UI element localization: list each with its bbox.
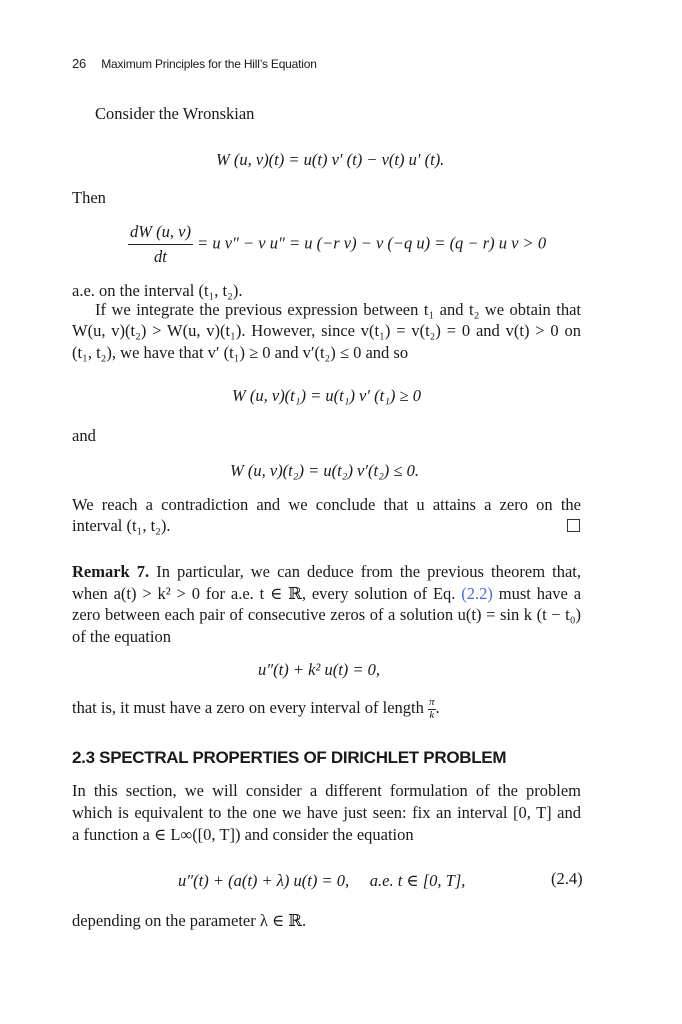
paragraph-depending: depending on the parameter λ ∈ ℝ. (72, 911, 307, 930)
paragraph-contradiction-line-2: interval (t₁, t₂). (72, 516, 171, 535)
remark-line-4: of the equation (72, 627, 171, 646)
paragraph-contradiction-line-1: We reach a contradiction and we conclude that u attains a zero on the (72, 495, 581, 514)
remark-label: Remark 7. (72, 562, 150, 581)
paragraph-integrate-line-3: (t₁, t₂), we have that v′ (t₁) ≥ 0 and v′(t₂) ≤ 0 and so (72, 343, 409, 362)
paragraph-consider: Consider the Wronskian (95, 104, 255, 123)
section-paragraph-line-1: In this section, we will consider a different formulation of the problem (72, 781, 581, 800)
word-and: and (72, 426, 96, 445)
paragraph-integrate-line-2: W(u, v)(t₂) > W(u, v)(t₁). However, since v(t₁) = v(t₂) = 0 and v(t) > 0 on (72, 321, 581, 340)
section-paragraph-line-3: a function a ∈ L∞([0, T]) and consider the equation (72, 825, 414, 844)
equation-main: u″(t) + (a(t) + λ) u(t) = 0, a.e. t ∈ [0, T], (178, 871, 466, 890)
line-ae-interval: a.e. on the interval (t₁, t₂). (72, 281, 243, 300)
equation-harmonic: u″(t) + k² u(t) = 0, (258, 660, 381, 679)
remark-line-1 (72, 564, 581, 581)
equation-reference-link[interactable]: (2.2) (461, 584, 493, 603)
fraction-numerator: dW (u, v) (128, 222, 193, 245)
equation-wronskian: W (u, v)(t) = u(t) v′ (t) − v(t) u′ (t). (216, 150, 445, 169)
remark-text-1: In particular, we can deduce from the previous theorem that, (156, 562, 582, 581)
equation-dw-rhs: = u v″ − v u″ = u (−r v) − v (−q u) = (q − r) u v > 0 (197, 233, 547, 253)
qed-square-icon (567, 519, 580, 532)
running-title: Maximum Principles for the Hill’s Equation (101, 57, 317, 71)
remark-line-5: that is, it must have a zero on every interval of length $\frac{\pi}{k}$ . (72, 696, 440, 721)
running-header (72, 56, 317, 71)
fraction-dw-dt (128, 222, 193, 267)
equation-number: (2.4) (551, 869, 583, 888)
remark-text-5: that is, it must have a zero on every interval of length (72, 697, 424, 717)
equation-w-t2: W (u, v)(t₂) = u(t₂) v′(t₂) ≤ 0. (230, 461, 419, 480)
word-then: Then (72, 188, 106, 207)
fraction-denominator: dt (154, 247, 167, 266)
equation-w-t1: W (u, v)(t₁) = u(t₁) v′ (t₁) ≥ 0 (232, 386, 421, 405)
equation-dw-dt (128, 222, 546, 267)
remark-text-2b: must have a (498, 584, 582, 603)
remark-text-2a: when a(t) > k² > 0 for a.e. t ∈ ℝ, every solution of Eq. (72, 584, 456, 603)
section-heading: 2.3 SPECTRAL PROPERTIES OF DIRICHLET PROBLEM (72, 748, 507, 767)
remark-line-2 (72, 586, 581, 603)
section-paragraph-line-2: which is equivalent to the one we have just seen: fix an interval [0, T] and (72, 803, 581, 822)
paragraph-integrate-line-1: If we integrate the previous expression between t₁ and t₂ we obtain that (95, 300, 581, 319)
fraction-pi-over-k (428, 697, 436, 721)
fraction-numerator: π (429, 696, 435, 708)
fraction-denominator: k (429, 709, 435, 721)
remark-line-3: zero between each pair of consecutive zeros of a solution u(t) = sin k (t − t₀) (72, 605, 581, 624)
page-number: 26 (72, 56, 87, 71)
